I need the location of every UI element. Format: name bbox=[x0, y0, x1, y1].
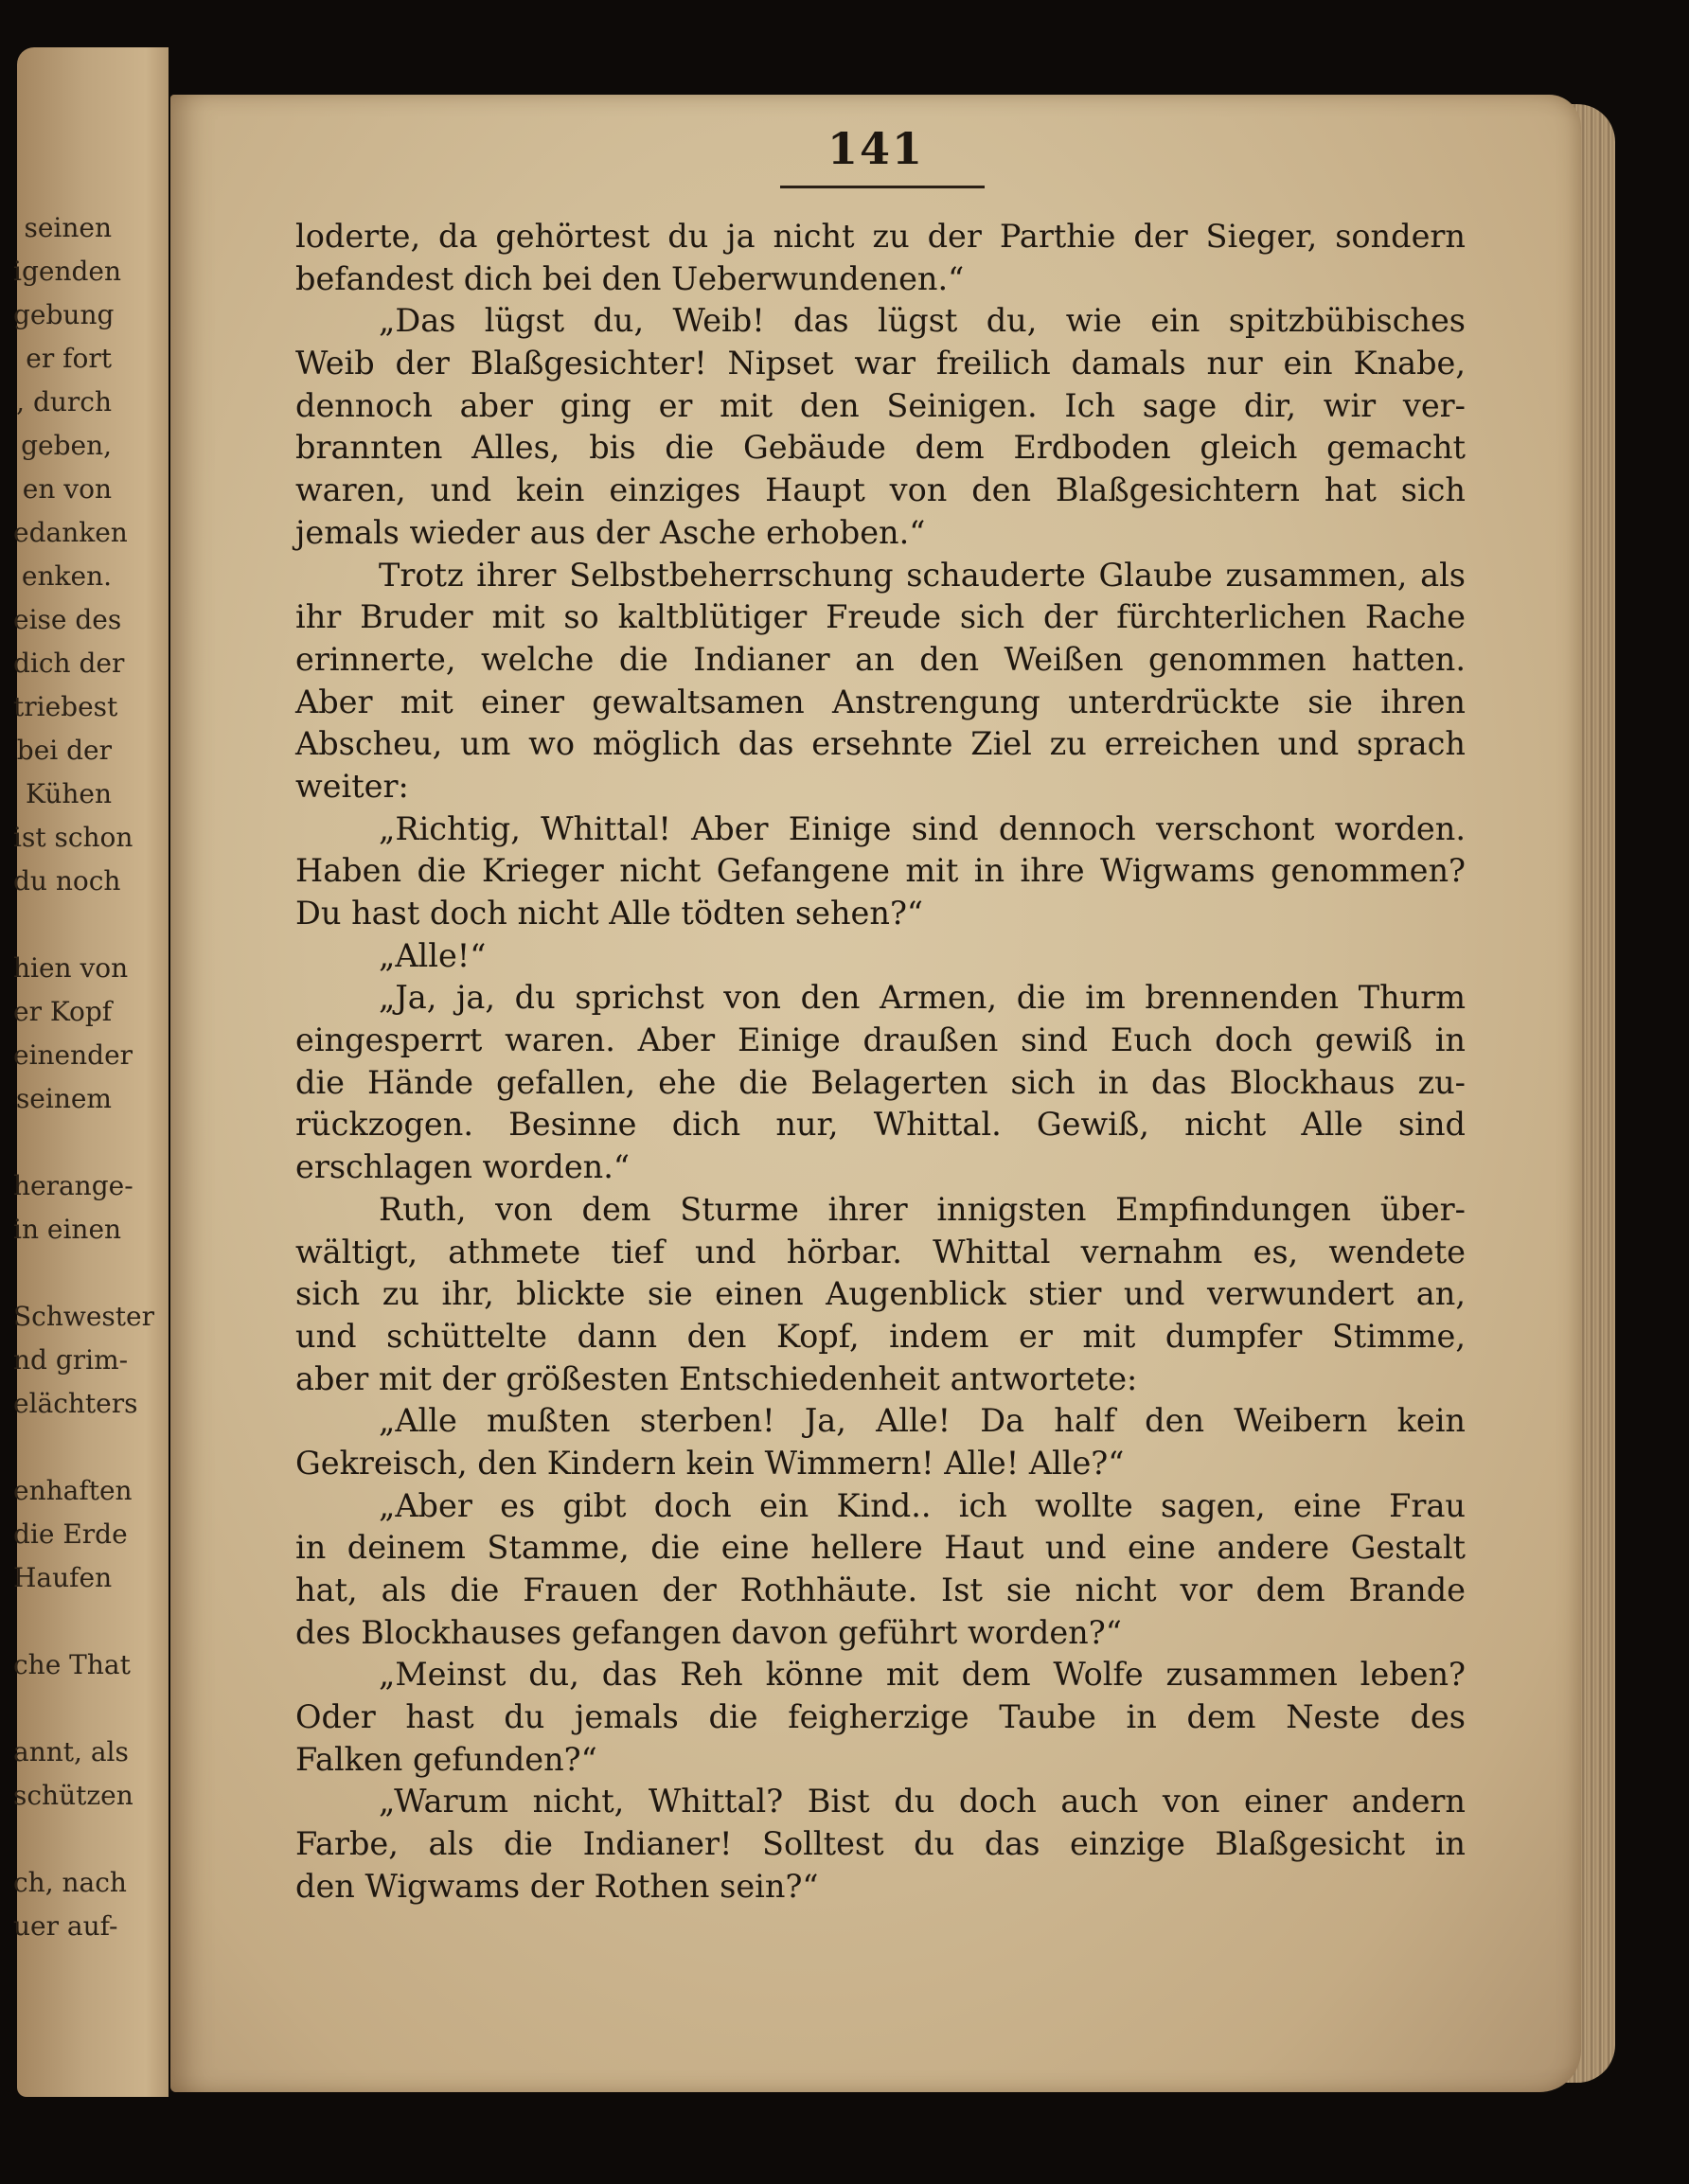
facing-page-line: en von bbox=[22, 473, 112, 505]
facing-page-line: er Kopf bbox=[13, 996, 113, 1027]
facing-page-line: igenden bbox=[13, 256, 122, 287]
page-number: 141 bbox=[827, 123, 925, 174]
text-line: Haben die Krieger nicht Gefangene mit in ihre Wigwams genommen? bbox=[295, 852, 1466, 890]
facing-page-line: in einen bbox=[13, 1214, 122, 1245]
text-line: in deinem Stamme, die eine hellere Haut und eine andere Gestalt bbox=[295, 1529, 1466, 1567]
text-line: Oder hast du jemals die feigherzige Taube in dem Neste des bbox=[295, 1698, 1466, 1736]
facing-page-line: Kühen bbox=[26, 778, 112, 809]
text-line: loderte, da gehörtest du ja nicht zu der Parthie der Sieger, sondern bbox=[295, 218, 1466, 255]
facing-page-line: dich der bbox=[13, 648, 125, 679]
text-line: jemals wieder aus der Asche erhoben.“ bbox=[295, 513, 926, 551]
text-line: dennoch aber ging er mit den Seinigen. Ich sage dir, wir ver- bbox=[295, 386, 1466, 424]
text-line: ihr Bruder mit so kaltblütiger Freude sich der fürchterlichen Rache bbox=[295, 598, 1466, 636]
facing-page-text bbox=[13, 206, 155, 1948]
facing-page-line: geben, bbox=[21, 430, 112, 461]
text-line: Trotz ihrer Selbstbeherrschung schauderte Glaube zusammen, als bbox=[379, 556, 1466, 594]
facing-page-line: die Erde bbox=[13, 1518, 128, 1550]
text-line: „Meinst du, das Reh könne mit dem Wolfe zusammen leben? bbox=[379, 1656, 1466, 1694]
text-line: wältigt, athmete tief und hörbar. Whittal vernahm es, wendete bbox=[295, 1233, 1466, 1270]
text-line: des Blockhauses gefangen davon geführt worden?“ bbox=[295, 1613, 1122, 1651]
header-rule bbox=[780, 186, 985, 188]
text-line: weiter: bbox=[295, 767, 409, 805]
text-line: hat, als die Frauen der Rothhäute. Ist sie nicht vor dem Brande bbox=[295, 1571, 1466, 1608]
facing-page-line: er fort bbox=[26, 343, 112, 374]
text-line: den Wigwams der Rothen sein?“ bbox=[295, 1867, 819, 1905]
facing-page-line bbox=[13, 1426, 112, 1469]
book-page bbox=[170, 95, 1581, 2092]
facing-page-line: hien von bbox=[13, 952, 129, 984]
text-line: die Hände gefallen, ehe die Belagerten sich in das Blockhaus zu- bbox=[295, 1063, 1466, 1101]
facing-page-line: , durch bbox=[16, 386, 112, 417]
facing-page-line: Schwester bbox=[13, 1301, 155, 1332]
facing-page-line bbox=[13, 1252, 112, 1295]
text-line: waren, und kein einziges Haupt von den Blaßgesichtern hat sich bbox=[295, 471, 1466, 509]
facing-page-line: annt, als bbox=[13, 1736, 129, 1767]
text-line: erschlagen worden.“ bbox=[295, 1148, 631, 1186]
facing-page-line: ist schon bbox=[13, 822, 133, 853]
text-line: Aber mit einer gewaltsamen Anstrengung unterdrückte sie ihren bbox=[295, 683, 1466, 720]
facing-page-line: Haufen bbox=[13, 1562, 113, 1593]
text-line: Falken gefunden?“ bbox=[295, 1740, 597, 1778]
facing-page-line: bei der bbox=[16, 735, 112, 766]
text-line: „Aber es gibt doch ein Kind.. ich wollte sagen, eine Frau bbox=[379, 1486, 1466, 1524]
text-line: Farbe, als die Indianer! Solltest du das einzige Blaßgesicht in bbox=[295, 1825, 1466, 1863]
text-line: „Das lügst du, Weib! das lügst du, wie ein spitzbübisches bbox=[379, 302, 1466, 340]
facing-page-line: edanken bbox=[13, 517, 128, 548]
facing-page-line: triebest bbox=[13, 691, 118, 722]
text-line: und schüttelte dann den Kopf, indem er mit dumpfer Stimme, bbox=[295, 1317, 1466, 1355]
facing-page-line: gebung bbox=[13, 299, 115, 330]
text-line: sich zu ihr, blickte sie einen Augenblick stier und verwundert an, bbox=[295, 1275, 1466, 1313]
facing-page-line: eise des bbox=[13, 604, 122, 635]
text-line: „Alle mußten sterben! Ja, Alle! Da half den Weibern kein bbox=[379, 1402, 1466, 1440]
text-line: aber mit der größesten Entschiedenheit antwortete: bbox=[295, 1359, 1138, 1397]
text-line: Ruth, von dem Sturme ihrer innigsten Empfindungen über- bbox=[379, 1190, 1466, 1228]
facing-page-line: che That bbox=[13, 1649, 131, 1680]
page-body-text bbox=[295, 216, 1466, 1909]
facing-page-line: nd grim- bbox=[13, 1344, 129, 1376]
facing-page-line: enken. bbox=[21, 560, 112, 592]
facing-page-line: ch, nach bbox=[13, 1867, 127, 1898]
text-line: brannten Alles, bis die Gebäude dem Erdboden gleich gemacht bbox=[295, 429, 1466, 467]
facing-page-line: enhaften bbox=[13, 1475, 133, 1506]
facing-page-line bbox=[13, 1687, 112, 1731]
text-line: „Alle!“ bbox=[379, 936, 487, 974]
text-line: Weib der Blaßgesichter! Nipset war freilich damals nur ein Knabe, bbox=[295, 345, 1466, 382]
facing-page-line: einender bbox=[13, 1039, 133, 1071]
text-line: erinnerte, welche die Indianer an den Weißen genommen hatten. bbox=[295, 640, 1466, 678]
text-line: eingesperrt waren. Aber Einige draußen sind Euch doch gewiß in bbox=[295, 1021, 1466, 1059]
facing-page-line bbox=[13, 1600, 112, 1643]
facing-page-line: seinen bbox=[24, 212, 112, 243]
facing-page-line: elächters bbox=[13, 1388, 138, 1419]
text-line: rückzogen. Besinne dich nur, Whittal. Gewiß, nicht Alle sind bbox=[295, 1106, 1466, 1144]
facing-page-line: herange- bbox=[13, 1170, 133, 1201]
text-line: „Richtig, Whittal! Aber Einige sind dennoch verschont worden. bbox=[379, 809, 1466, 847]
facing-page-line bbox=[13, 1121, 112, 1164]
text-line: befandest dich bei den Ueberwundenen.“ bbox=[295, 259, 965, 297]
facing-page-line: seinem bbox=[15, 1083, 112, 1114]
facing-page-line: schützen bbox=[13, 1780, 133, 1811]
facing-page-line bbox=[13, 903, 112, 947]
facing-page-line bbox=[13, 1818, 112, 1861]
text-line: „Warum nicht, Whittal? Bist du doch auch von einer andern bbox=[379, 1783, 1466, 1820]
facing-page bbox=[13, 47, 169, 2097]
facing-page-line: du noch bbox=[13, 865, 121, 897]
text-line: Gekreisch, den Kindern kein Wimmern! Alle! Alle?“ bbox=[295, 1444, 1125, 1482]
text-line: „Ja, ja, du sprichst von den Armen, die im brennenden Thurm bbox=[379, 979, 1466, 1017]
text-line: Abscheu, um wo möglich das ersehnte Ziel zu erreichen und sprach bbox=[295, 725, 1466, 763]
text-line: Du hast doch nicht Alle tödten sehen?“ bbox=[295, 895, 924, 932]
facing-page-line: uer auf- bbox=[13, 1910, 118, 1942]
